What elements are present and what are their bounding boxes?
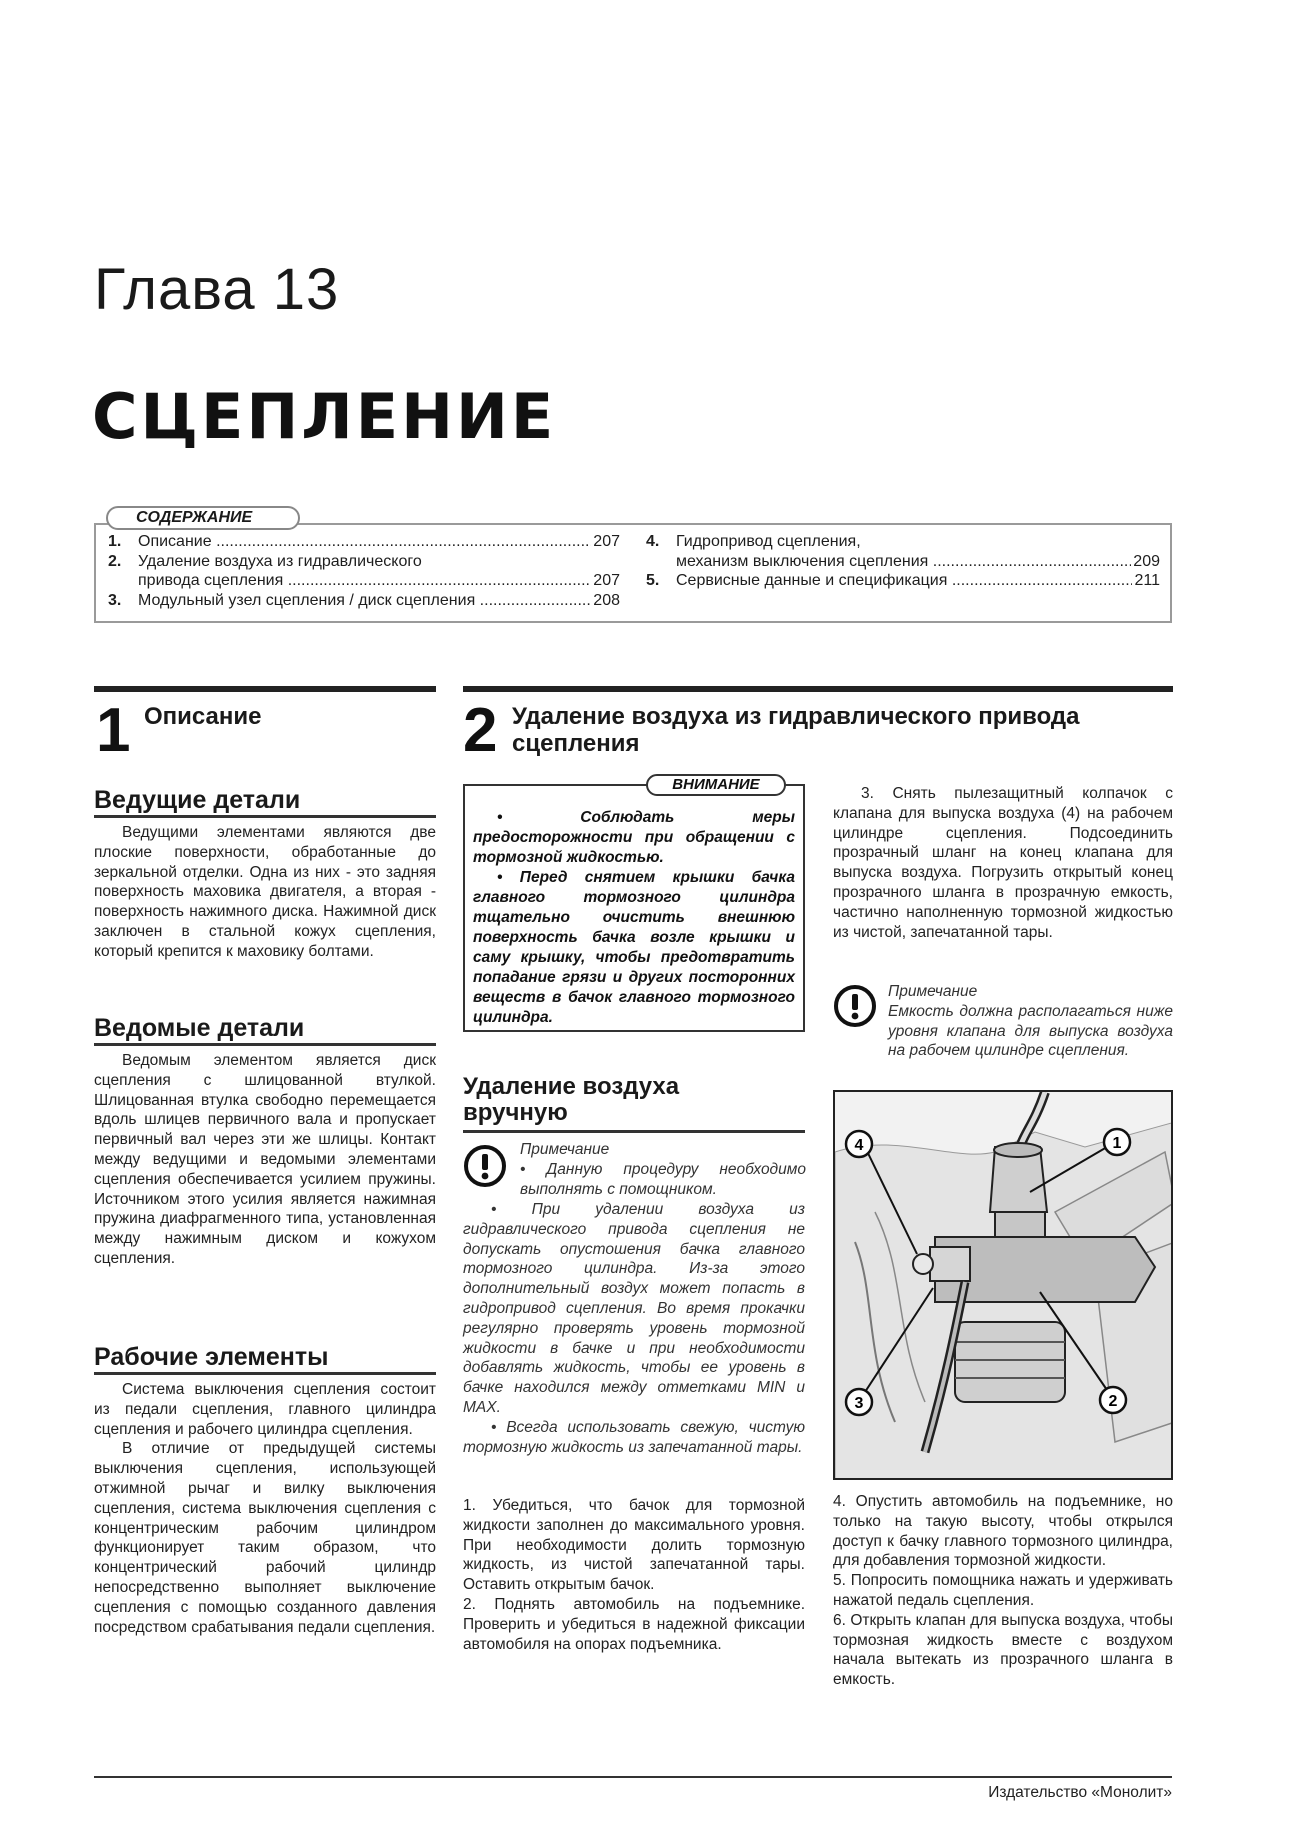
subhead-rule bbox=[94, 1043, 436, 1046]
subhead-manual-bleeding: Удаление воздуха вручную bbox=[463, 1073, 680, 1126]
toc-item[interactable]: 2. Удаление воздуха из гидравлического bbox=[108, 552, 422, 570]
subhead-rule bbox=[463, 1130, 805, 1133]
section-1-rule bbox=[94, 686, 436, 692]
note-manual-continued: • При удалении воздуха из гидравлического привода сцепления не допускать опустошения бачка главного тормозного цилиндра. Из-за этого дополнительный воздух может попасть в гидропривод сцепления. Во время прокачки регулярно проверять уровень тормозной жидкости в бачке и при необходимости добавлять жидкость, чтобы ее уровень в бачке находился между отметками MIN и MAX. • Всегда использовать свежую, чистую тормозную жидкость из запечатанной тары. bbox=[463, 1201, 805, 1456]
paragraph-driving-parts: Ведущими элементами являются две плоские поверхности, обработанные до зеркальной отделки. Одна из них - это задняя поверхность маховика двигателя, а вторая - поверхность нажимного диска. Нажимной диск заключен в стальной кожух сцепления, который крепится к маховику болтами. bbox=[94, 824, 436, 960]
callout-4 bbox=[846, 1131, 872, 1157]
footer-rule bbox=[94, 1776, 1172, 1778]
svg-text:4: 4 bbox=[854, 1137, 864, 1154]
callout-1 bbox=[1104, 1129, 1130, 1155]
toc-left-column bbox=[108, 532, 620, 610]
callout-2 bbox=[1100, 1387, 1126, 1413]
toc-item-continuation[interactable]: механизм выключения сцепления ..... 209 bbox=[646, 552, 1160, 572]
toc-item[interactable]: 1. Описание ..... 207 bbox=[108, 532, 620, 552]
paragraph-driven-parts: Ведомым элементом является диск сцепления с шлицованной втулкой. Шлицованная втулка свободно перемещается вдоль шлицев первичного вала и пропускает первичный вал через эти же шлицы. Контакт между ведущими и ведомыми элементами сцепления обеспечивается усилием пружины. Источником этого усилия является нажимная пружина диафрагменного типа, установленная между нажимным диском и кожухом сцепления. bbox=[94, 1052, 436, 1267]
svg-text:2: 2 bbox=[1108, 1393, 1118, 1410]
step-3: 3. Снять пылезащитный колпачок с клапана для выпуска воздуха (4) на рабочем цилиндре сцепления. Подсоединить прозрачный шланг на конец клапана для выпуска воздуха. Погрузить открытый конец прозрачного шланга в прозрачную емкость, частично наполненную тормозной жидкостью из чистой, запечатанной тары. bbox=[833, 785, 1173, 941]
toc-right-column bbox=[646, 532, 1160, 591]
subhead-driven-parts: Ведомые детали bbox=[94, 1014, 305, 1042]
subhead-rule bbox=[94, 815, 436, 818]
toc-item[interactable]: 3. Модульный узел сцепления / диск сцепления ..... 208 bbox=[108, 591, 620, 611]
section-1-number: 1 bbox=[96, 696, 131, 765]
callout-3 bbox=[846, 1389, 872, 1415]
toc-item-continuation[interactable]: привода сцепления ..... 207 bbox=[108, 571, 620, 591]
subhead-driving-parts: Ведущие детали bbox=[94, 786, 301, 814]
figure-illustration bbox=[835, 1092, 1173, 1480]
warning-text: • Соблюдать меры предосторожности при обращении с тормозной жидкостью. • Перед снятием крышки бачка главного тормозного цилиндра тщательно очистить внешнюю поверхность бачка возле крышки и саму крышку, чтобы предотвратить попадание грязи и других посторонних веществ в бачок главного тормозного цилиндра. bbox=[473, 809, 795, 1026]
steps-1-2: 1. Убедиться, что бачок для тормозной жидкости заполнен до максимального уровня. При необходимости долить тормозную жидкость, из чистой запечатанной тары. Оставить открытым бачок. 2. Поднять автомобиль на подъемнике. Проверить и убедиться в надежной фиксации автомобиля на опорах подъемника. bbox=[463, 1497, 805, 1653]
note-manual: Примечание • Данную процедуру необходимо выполнять с помощником. bbox=[520, 1141, 806, 1198]
toc-item[interactable]: 4. Гидропривод сцепления, bbox=[646, 533, 861, 550]
subhead-working-elements: Рабочие элементы bbox=[94, 1343, 329, 1371]
toc-label: СОДЕРЖАНИЕ bbox=[106, 506, 300, 530]
section-2-title: Удаление воздуха из гидравлического привода сцепления bbox=[512, 703, 1080, 757]
bleeder-valve-figure bbox=[833, 1090, 1173, 1480]
publisher-footer: Издательство «Монолит» bbox=[988, 1784, 1172, 1801]
svg-text:1: 1 bbox=[1112, 1135, 1122, 1152]
warning-label: ВНИМАНИЕ bbox=[646, 774, 786, 796]
subhead-rule bbox=[94, 1372, 436, 1375]
chapter-number: Глава 13 bbox=[94, 257, 340, 322]
exclamation-icon bbox=[463, 1144, 507, 1188]
section-2-rule bbox=[463, 686, 1173, 692]
svg-text:3: 3 bbox=[854, 1395, 864, 1412]
chapter-title: СЦЕПЛЕНИЕ bbox=[92, 380, 557, 453]
note-container-level: Примечание Емкость должна располагаться ниже уровня клапана для выпуска воздуха на рабочем цилиндре сцепления. bbox=[888, 983, 1173, 1060]
paragraph-working-elements: Система выключения сцепления состоит из педали сцепления, главного цилиндра сцепления и рабочего цилиндра сцепления. В отличие от предыдущей системы выключения сцепления, использующей отжимной рычаг и вилку выключения сцепления, система выключения сцепления с концентрическим рабочим цилиндром функционирует таким образом, что концентрический рабочий цилиндр непосредственно выполняет выключение сцепления с помощью созданного давления посредством срабатывания педали сцепления. bbox=[94, 1381, 436, 1636]
toc-item[interactable]: 5. Сервисные данные и спецификация ..... 211 bbox=[646, 571, 1160, 591]
steps-4-6: 4. Опустить автомобиль на подъемнике, но только на такую высоту, чтобы открылся доступ к бачку главного тормозного цилиндра, для добавления тормозной жидкости. 5. Попросить помощника нажать и удерживать нажатой педаль сцепления. 6. Открыть клапан для выпуска воздуха, чтобы тормозная жидкость вместе с воздухом начала вытекать из прозрачного шланга в емкость. bbox=[833, 1493, 1173, 1689]
section-1-title: Описание bbox=[144, 703, 262, 730]
exclamation-icon bbox=[833, 984, 877, 1028]
section-2-number: 2 bbox=[463, 696, 498, 765]
